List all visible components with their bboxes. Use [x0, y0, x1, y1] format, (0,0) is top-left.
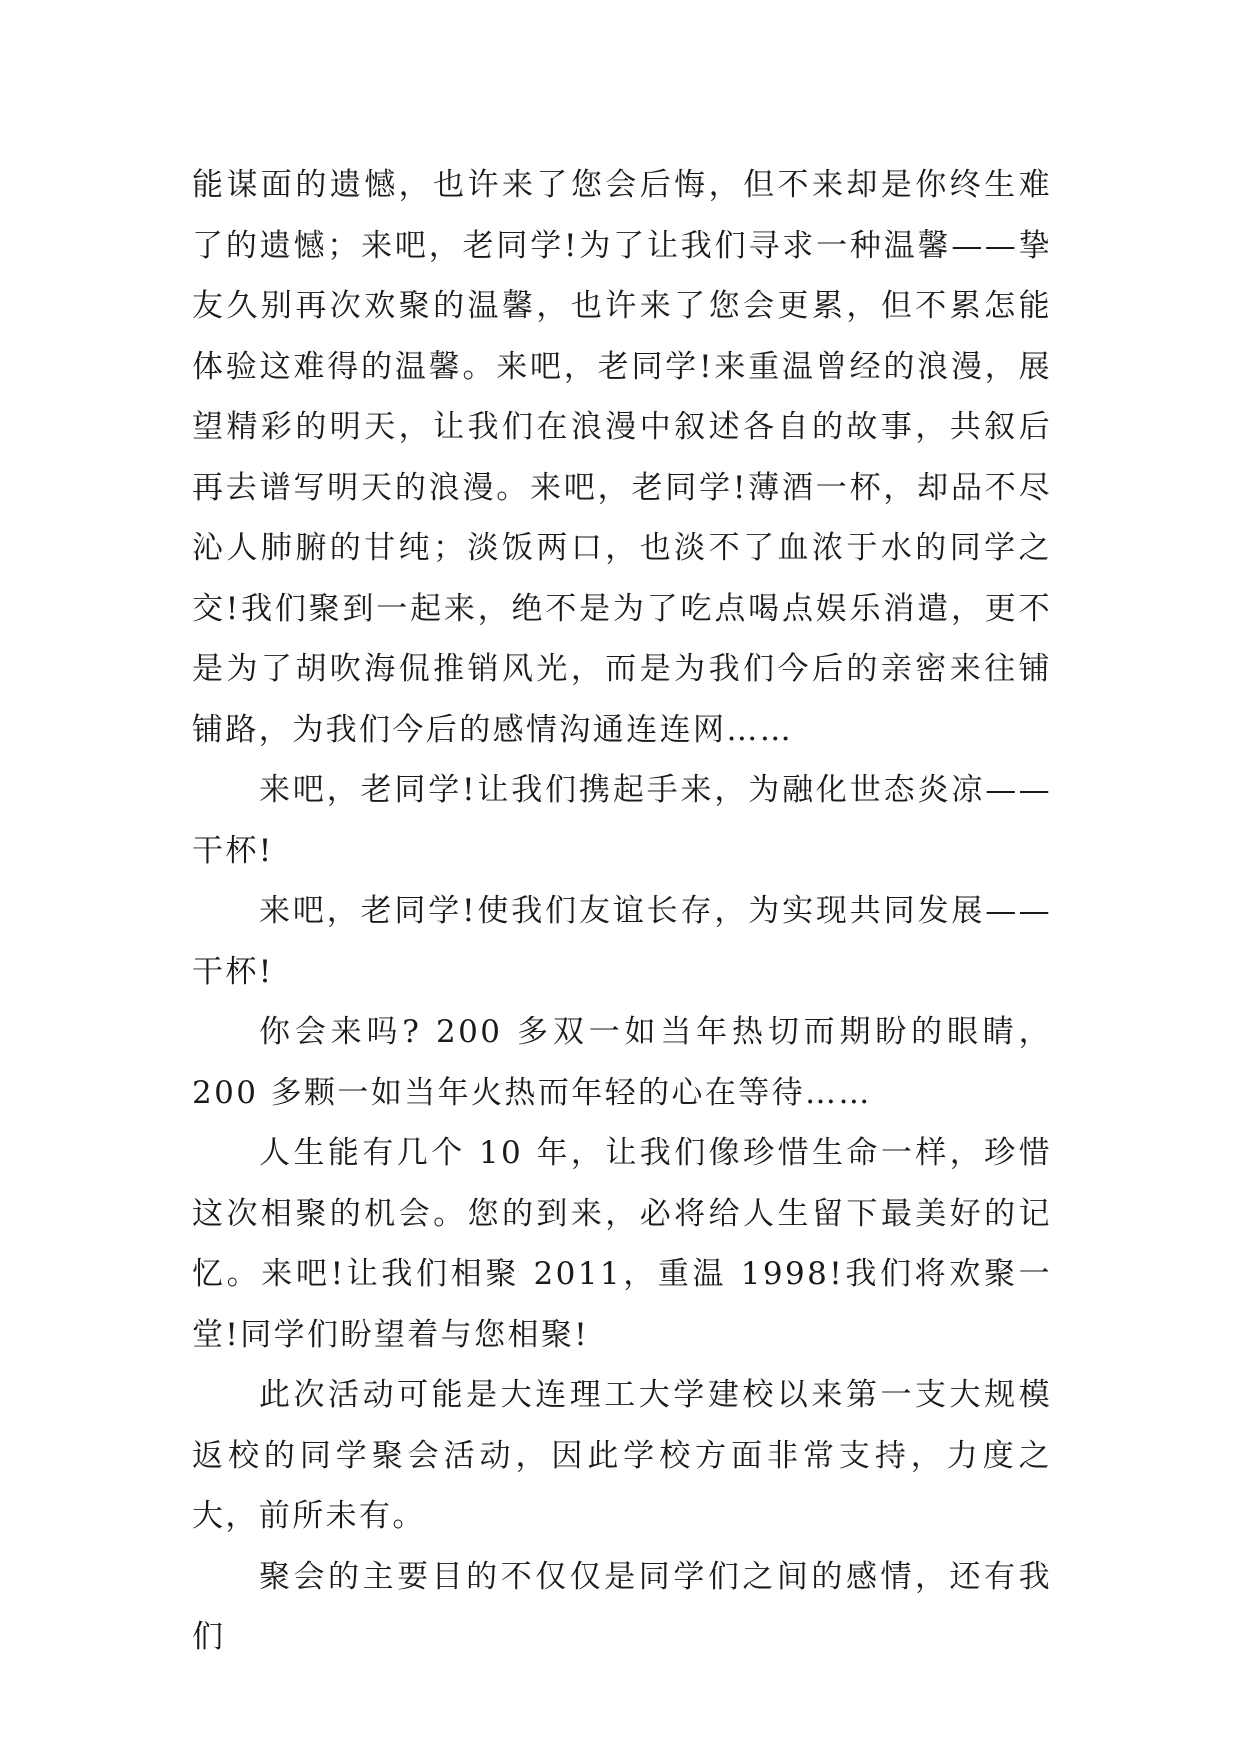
body-paragraph-4: 你会来吗? 200 多双一如当年热切而期盼的眼睛，200 多颗一如当年火热而年轻的心在等待……	[192, 1014, 1052, 1111]
body-paragraph-5: 人生能有几个 10 年，让我们像珍惜生命一样，珍惜这次相聚的机会。您的到来，必将给人生留下最美好的记忆。来吧!让我们相聚 2011，重温 1998!我们将欢聚一堂!同学们盼望着与您相聚!	[192, 1135, 1052, 1353]
body-paragraph-7: 聚会的主要目的不仅仅是同学们之间的感情，还有我们	[192, 1558, 1052, 1655]
body-paragraph-2: 来吧，老同学!让我们携起手来，为融化世态炎凉——干杯!	[192, 772, 1052, 869]
body-paragraph-1: 能谋面的遗憾，也许来了您会后悔，但不来却是你终生难了的遗憾；来吧，老同学!为了让我们寻求一种温馨——挚友久别再次欢聚的温馨，也许来了您会更累，但不累怎能体验这难得的温馨。来吧，老同学!来重温曾经的浪漫，展望精彩的明天，让我们在浪漫中叙述各自的故事，共叙后再去谱写明天的浪漫。来吧，老同学!薄酒一杯，却品不尽沁人肺腑的甘纯；淡饭两口，也淡不了血浓于水的同学之交!我们聚到一起来，绝不是为了吃点喝点娱乐消遣，更不是为了胡吹海侃推销风光，而是为我们今后的亲密来往铺铺路，为我们今后的感情沟通连连网……	[192, 167, 1052, 748]
body-paragraph-6: 此次活动可能是大连理工大学建校以来第一支大规模返校的同学聚会活动，因此学校方面非常支持，力度之大，前所未有。	[192, 1377, 1052, 1534]
document-page	[192, 155, 1052, 1668]
body-paragraph-3: 来吧，老同学!使我们友谊长存，为实现共同发展——干杯!	[192, 893, 1052, 990]
